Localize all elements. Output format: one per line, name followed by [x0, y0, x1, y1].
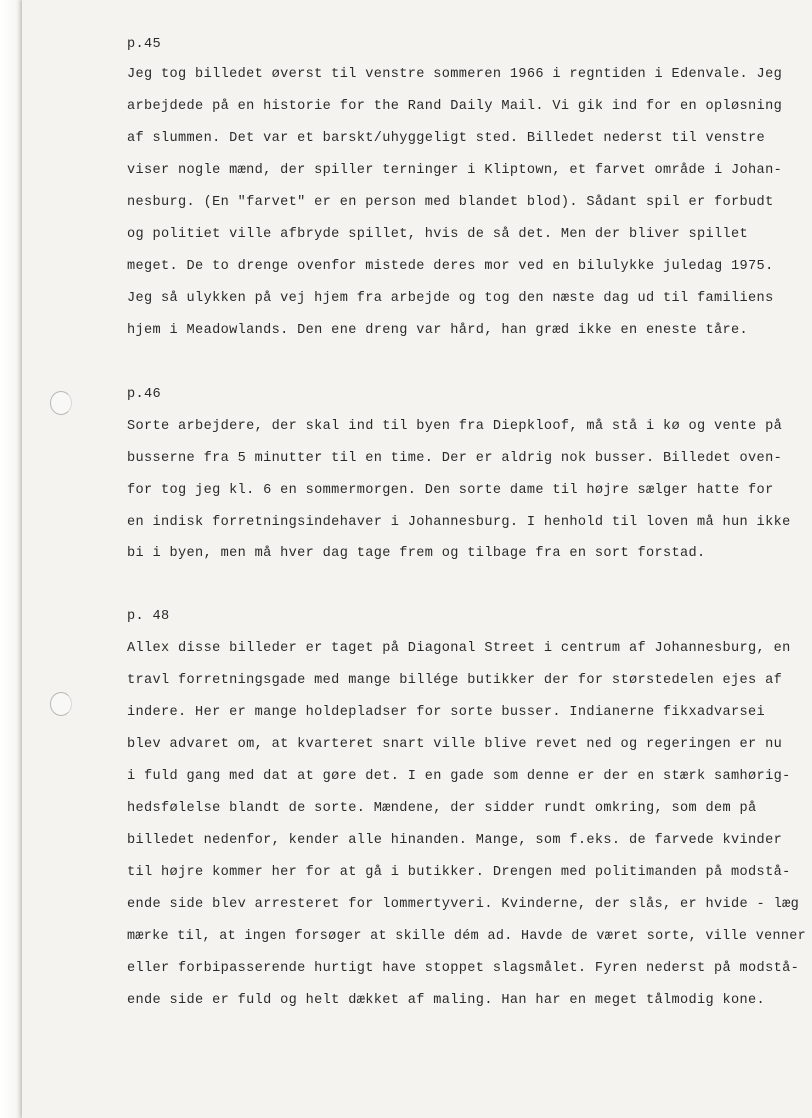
text-line: en indisk forretningsindehaver i Johannesburg. I henhold til loven må hun ikke [127, 515, 791, 530]
text-line: hjem i Meadowlands. Den ene dreng var hård, han græd ikke en eneste tåre. [127, 323, 749, 338]
text-line: Sorte arbejdere, der skal ind til byen fra Diepkloof, må stå i kø og vente på [127, 419, 783, 434]
text-line: Allex disse billeder er taget på Diagonal Street i centrum af Johannesburg, en [127, 641, 791, 656]
text-line: blev advaret om, at kvarteret snart ville blive revet ned og regeringen er nu [127, 737, 783, 752]
text-line: indere. Her er mange holdepladser for sorte busser. Indianerne fikxadvarsei [127, 705, 766, 720]
text-line: for tog jeg kl. 6 en sommermorgen. Den sorte dame til højre sælger hatte for [127, 483, 774, 498]
text-line: meget. De to drenge ovenfor mistede deres mor ved en bilulykke juledag 1975. [127, 259, 774, 274]
text-line: Jeg tog billedet øverst til venstre sommeren 1966 i regntiden i Edenvale. Jeg [127, 67, 783, 82]
text-line: arbejdede på en historie for the Rand Daily Mail. Vi gik ind for en opløsning [127, 99, 783, 114]
page-reference-label: p. 48 [127, 609, 170, 624]
text-line: og politiet ville afbryde spillet, hvis de så det. Men der bliver spillet [127, 227, 749, 242]
text-line: ende side er fuld og helt dækket af maling. Han har en meget tålmodig kone. [127, 993, 766, 1008]
text-line: i fuld gang med dat at gøre det. I en gade som denne er der en stærk samhørig- [127, 769, 791, 784]
text-line: til højre kommer her for at gå i butikker. Drengen med politimanden på modstå- [127, 865, 791, 880]
text-line: eller forbipasserende hurtigt have stoppet slagsmålet. Fyren nederst på modstå- [127, 961, 800, 976]
page-reference-label: p.46 [127, 387, 162, 402]
text-line: billedet nedenfor, kender alle hinanden. Mange, som f.eks. de farvede kvinder [127, 833, 783, 848]
text-line: hedsfølelse blandt de sorte. Mændene, der sidder rundt omkring, som dem på [127, 801, 757, 816]
text-line: af slummen. Det var et barskt/uhyggeligt sted. Billedet nederst til venstre [127, 131, 766, 146]
text-line: nesburg. (En "farvet" er en person med blandet blod). Sådant spil er forbudt [127, 195, 774, 210]
text-line: ende side blev arresteret for lommertyveri. Kvinderne, der slås, er hvide - læg [127, 897, 800, 912]
page-reference-label: p.45 [127, 37, 162, 52]
text-line: busserne fra 5 minutter til en time. Der er aldrig nok busser. Billedet oven- [127, 451, 783, 466]
text-line: mærke til, at ingen forsøger at skille dém ad. Havde de været sorte, ville venner [127, 929, 806, 944]
text-line: viser nogle mænd, der spiller terninger i Kliptown, et farvet område i Johan- [127, 163, 783, 178]
text-line: travl forretningsgade med mange billége butikker der for størstedelen ejes af [127, 673, 783, 688]
text-line: Jeg så ulykken på vej hjem fra arbejde og tog den næste dag ud til familiens [127, 291, 774, 306]
text-line: bi i byen, men må hver dag tage frem og tilbage fra en sort forstad. [127, 546, 706, 561]
